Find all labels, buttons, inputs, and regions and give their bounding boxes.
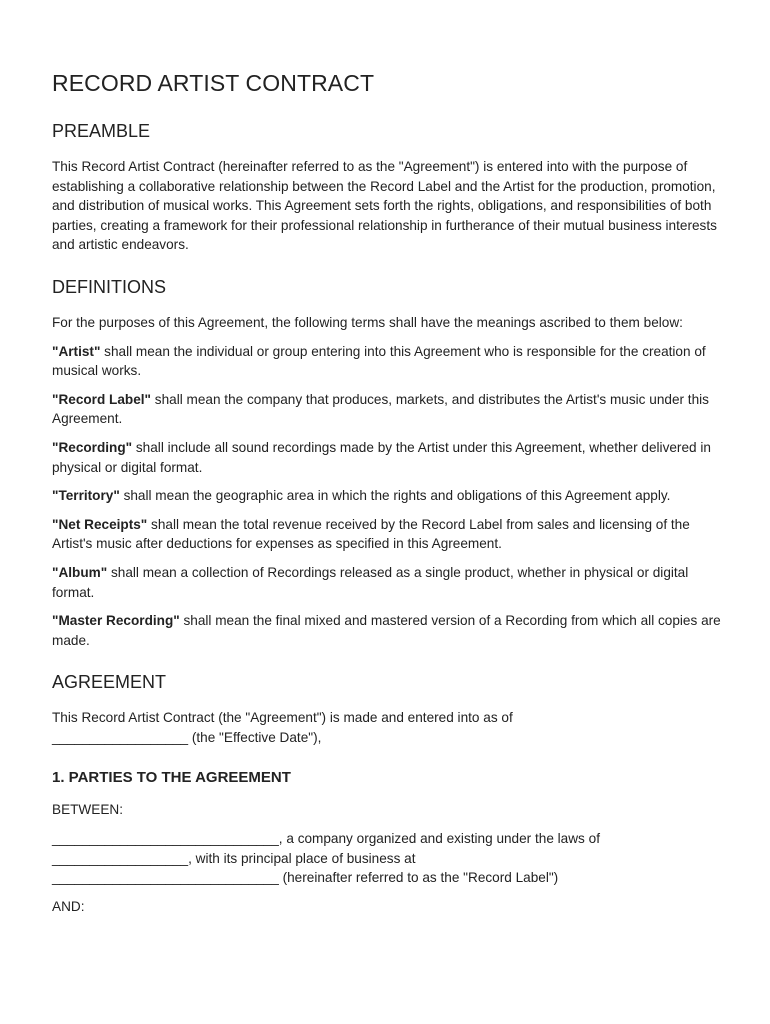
definition-term: "Master Recording" bbox=[52, 613, 180, 629]
definition-term: "Album" bbox=[52, 564, 108, 580]
definition-term: "Artist" bbox=[52, 343, 101, 359]
document-content bbox=[52, 70, 722, 925]
preamble-heading: PREAMBLE bbox=[52, 121, 151, 141]
record-label-line-3: ______________________________ (hereinafter referred to as the "Record Label") bbox=[52, 870, 559, 886]
record-label-party bbox=[52, 829, 722, 888]
preamble-text: This Record Artist Contract (hereinafter referred to as the "Agreement") is entered into with the purpose of establishing a collaborative relationship between the Record Label and the Artist for the production, promotion, and distribution of musical works. This Agreement sets forth the rights, obligations, and responsibilities of both parties, creating a framework for their professional relationship in furtherance of their mutual business interests and artistic endeavors. bbox=[52, 159, 717, 253]
definition-text: shall include all sound recordings made by the Artist under this Agreement, whether delivered in physical or digital format. bbox=[52, 439, 711, 475]
and-label: AND: bbox=[52, 898, 85, 914]
definition-term: "Territory" bbox=[52, 488, 120, 504]
definition-text: shall mean a collection of Recordings released as a single product, whether in physical or digital format. bbox=[52, 564, 689, 600]
parties-heading: 1. PARTIES TO THE AGREEMENT bbox=[52, 769, 291, 787]
record-label-line-1: ______________________________, a company organized and existing under the laws of bbox=[52, 831, 600, 847]
definition-item bbox=[52, 563, 722, 602]
definition-text: shall mean the geographic area in which the rights and obligations of this Agreement apply. bbox=[119, 488, 671, 504]
definition-text: shall mean the final mixed and mastered version of a Recording from which all copies are made. bbox=[52, 613, 721, 648]
document-title: RECORD ARTIST CONTRACT bbox=[52, 70, 375, 96]
definition-item bbox=[52, 611, 722, 650]
definition-term: "Record Label" bbox=[52, 391, 152, 407]
definition-item bbox=[52, 515, 722, 554]
record-label-line-2: __________________, with its principal place of business at bbox=[52, 850, 416, 866]
definition-term: "Recording" bbox=[52, 439, 133, 455]
between-label: BETWEEN: bbox=[52, 802, 123, 818]
definition-text: shall mean the total revenue received by the Record Label from sales and licensing of the Artist's music after deductions for expenses as specified in this Agreement. bbox=[52, 516, 690, 552]
definition-text: shall mean the individual or group entering into this Agreement who is responsible for the creation of musical works. bbox=[52, 343, 706, 379]
agreement-heading: AGREEMENT bbox=[52, 672, 167, 693]
definition-term: "Net Receipts" bbox=[52, 516, 148, 532]
agreement-text bbox=[52, 708, 722, 747]
definition-item bbox=[52, 486, 722, 506]
definition-item bbox=[52, 390, 722, 429]
definition-item bbox=[52, 342, 722, 381]
agreement-text-line-1: This Record Artist Contract (the "Agreement") is made and entered into as of bbox=[52, 710, 513, 726]
definitions-heading: DEFINITIONS bbox=[52, 276, 167, 297]
definitions-intro: For the purposes of this Agreement, the following terms shall have the meanings ascribed to them below: bbox=[52, 314, 683, 330]
definition-text: shall mean the company that produces, markets, and distributes the Artist's music under this Agreement. bbox=[52, 391, 709, 427]
effective-date-blank: __________________ (the "Effective Date"), bbox=[52, 729, 322, 745]
definition-item bbox=[52, 438, 722, 477]
